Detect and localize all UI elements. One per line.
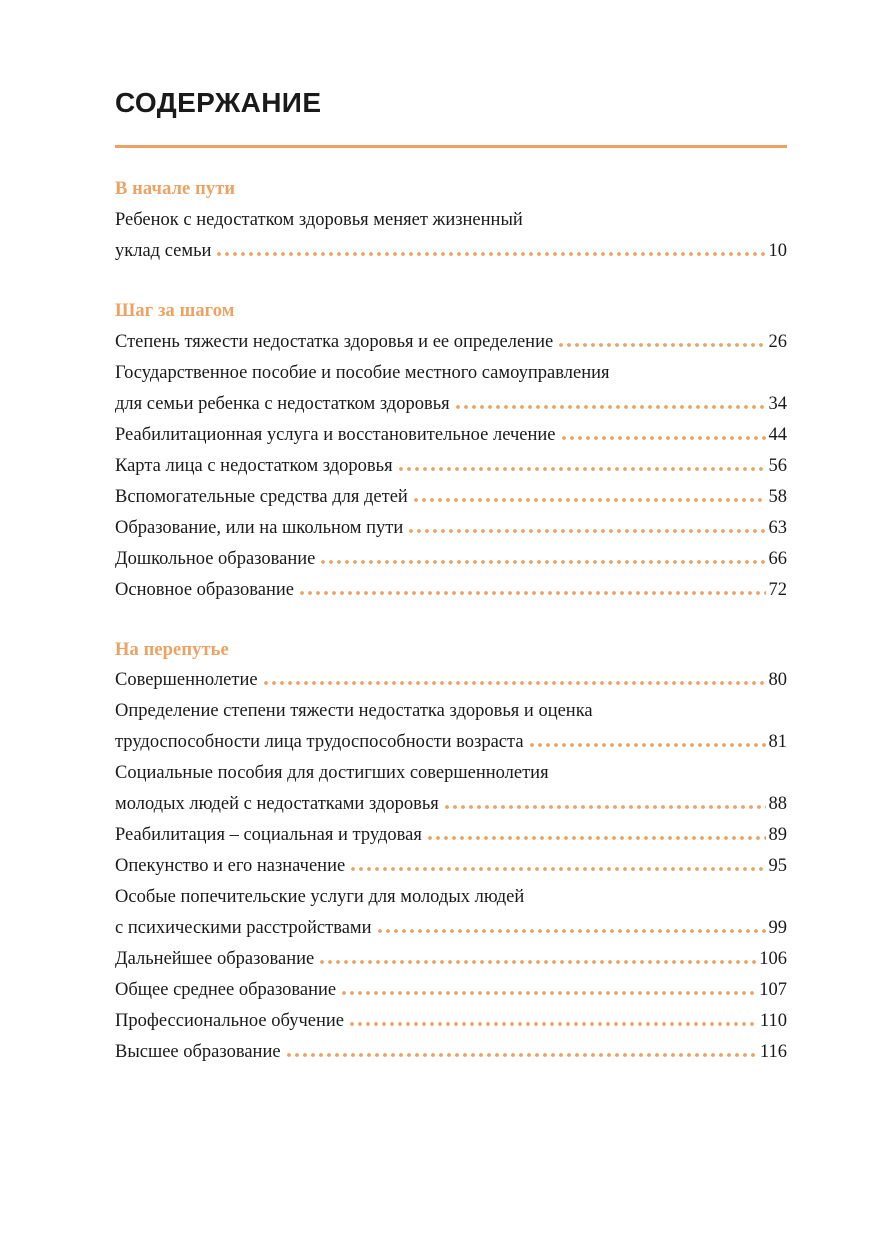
dot-leader	[287, 1046, 757, 1064]
entry-final-line	[115, 975, 787, 1006]
toc-section	[115, 176, 787, 267]
entry-title-line: Определение степени тяжести недостатка здоровья и оценка	[115, 701, 593, 722]
entry-page-number: 110	[759, 1011, 787, 1032]
section-heading: В начале пути	[115, 178, 236, 199]
entry-title-line: Образование, или на школьном пути	[115, 517, 404, 538]
entry-final-line	[115, 236, 787, 267]
entry-final-line	[115, 451, 787, 482]
toc-entry[interactable]	[115, 944, 787, 975]
dot-leader	[409, 522, 765, 540]
entry-page-number: 10	[768, 240, 787, 261]
entry-title-line: Социальные пособия для достигших совершеннолетия	[115, 763, 549, 784]
entry-page-number: 88	[768, 794, 787, 815]
dot-leader	[445, 798, 766, 816]
toc-entry[interactable]	[115, 696, 787, 758]
dot-leader	[530, 736, 766, 754]
entry-final-line	[115, 327, 787, 358]
entry-final-line	[115, 420, 787, 451]
page-title: СОДЕРЖАНИЕ	[115, 87, 322, 118]
entry-title-line: Государственное пособие и пособие местного самоуправления	[115, 362, 610, 383]
toc-entry[interactable]	[115, 975, 787, 1006]
entry-final-line	[115, 789, 787, 820]
entry-title-line: Высшее образование	[115, 1042, 281, 1063]
section-heading: Шаг за шагом	[115, 300, 235, 321]
toc-entry[interactable]	[115, 575, 787, 606]
entry-title-line: для семьи ребенка с недостатком здоровья	[115, 393, 450, 414]
dot-leader	[351, 860, 765, 878]
dot-leader	[428, 829, 766, 847]
entry-final-line	[115, 665, 787, 696]
dot-leader	[562, 429, 766, 447]
entry-page-number: 58	[768, 486, 787, 507]
entry-page-number: 106	[759, 949, 787, 970]
entry-final-line	[115, 820, 787, 851]
entry-final-line	[115, 851, 787, 882]
entry-page-number: 56	[768, 455, 787, 476]
entry-page-number: 72	[768, 579, 787, 600]
dot-leader	[378, 922, 766, 940]
dot-leader	[321, 553, 765, 571]
entry-title-line: Основное образование	[115, 579, 294, 600]
toc-entry[interactable]	[115, 327, 787, 358]
entry-title-line: с психическими расстройствами	[115, 918, 372, 939]
dot-leader	[414, 491, 766, 509]
toc-content	[115, 88, 787, 1068]
toc-entry[interactable]	[115, 820, 787, 851]
toc-section	[115, 298, 787, 606]
entry-title-line: Вспомогательные средства для детей	[115, 486, 408, 507]
dot-leader	[342, 984, 756, 1002]
entry-title-line: Дошкольное образование	[115, 548, 316, 569]
entry-page-number: 44	[768, 424, 787, 445]
entry-title-line: Дальнейшее образование	[115, 949, 315, 970]
toc-entry[interactable]	[115, 665, 787, 696]
title-divider	[115, 145, 787, 148]
dot-leader	[350, 1015, 757, 1033]
entry-page-number: 63	[768, 517, 787, 538]
toc-entry[interactable]	[115, 544, 787, 575]
toc-entry[interactable]	[115, 482, 787, 513]
entry-final-line	[115, 513, 787, 544]
entry-final-line	[115, 389, 787, 420]
entry-title-line: Карта лица с недостатком здоровья	[115, 455, 393, 476]
section-heading: На перепутье	[115, 639, 229, 660]
toc-entry[interactable]	[115, 420, 787, 451]
dot-leader	[264, 674, 766, 692]
entry-final-line	[115, 575, 787, 606]
toc-entry[interactable]	[115, 451, 787, 482]
entry-final-line	[115, 913, 787, 944]
entry-page-number: 66	[768, 548, 787, 569]
entry-final-line	[115, 482, 787, 513]
entry-title-line: Реабилитация – социальная и трудовая	[115, 825, 422, 846]
entry-final-line	[115, 544, 787, 575]
entry-page-number: 107	[759, 980, 787, 1001]
entry-title-line: молодых людей с недостатками здоровья	[115, 794, 439, 815]
toc-entry[interactable]	[115, 205, 787, 267]
toc-entry[interactable]	[115, 513, 787, 544]
entry-final-line	[115, 727, 787, 758]
entry-title-line: Общее среднее образование	[115, 980, 337, 1001]
entry-final-line	[115, 1037, 787, 1068]
entry-title-line: Профессиональное обучение	[115, 1011, 344, 1032]
dot-leader	[320, 953, 756, 971]
entry-title-line: Совершеннолетие	[115, 670, 258, 691]
entry-page-number: 80	[768, 670, 787, 691]
entry-title-line: Реабилитационная услуга и восстановительное лечение	[115, 424, 556, 445]
entry-title-line: трудоспособности лица трудоспособности возраста	[115, 732, 524, 753]
entry-final-line	[115, 1006, 787, 1037]
entry-title-line: Особые попечительские услуги для молодых людей	[115, 887, 525, 908]
toc-entry[interactable]	[115, 851, 787, 882]
toc-entry[interactable]	[115, 1006, 787, 1037]
entry-page-number: 81	[768, 732, 787, 753]
toc-entry[interactable]	[115, 358, 787, 420]
toc-section	[115, 637, 787, 1069]
entry-title-line: Опекунство и его назначение	[115, 856, 346, 877]
entry-final-line	[115, 944, 787, 975]
entry-page-number: 116	[759, 1042, 787, 1063]
entry-page-number: 95	[768, 856, 787, 877]
entry-title-line: Ребенок с недостатком здоровья меняет жизненный	[115, 209, 523, 230]
entry-title-line: Степень тяжести недостатка здоровья и ее определение	[115, 331, 554, 352]
dot-leader	[300, 584, 766, 602]
dot-leader	[559, 336, 765, 354]
toc-sections	[115, 176, 787, 1068]
entry-page-number: 89	[768, 825, 787, 846]
entry-page-number: 34	[768, 393, 787, 414]
toc-entry[interactable]	[115, 758, 787, 820]
dot-leader	[217, 245, 765, 263]
dot-leader	[399, 460, 766, 478]
entry-page-number: 99	[768, 918, 787, 939]
dot-leader	[456, 398, 766, 416]
entry-title-line: уклад семьи	[115, 240, 212, 261]
toc-entry[interactable]	[115, 1037, 787, 1068]
entry-page-number: 26	[768, 331, 787, 352]
toc-entry[interactable]	[115, 882, 787, 944]
